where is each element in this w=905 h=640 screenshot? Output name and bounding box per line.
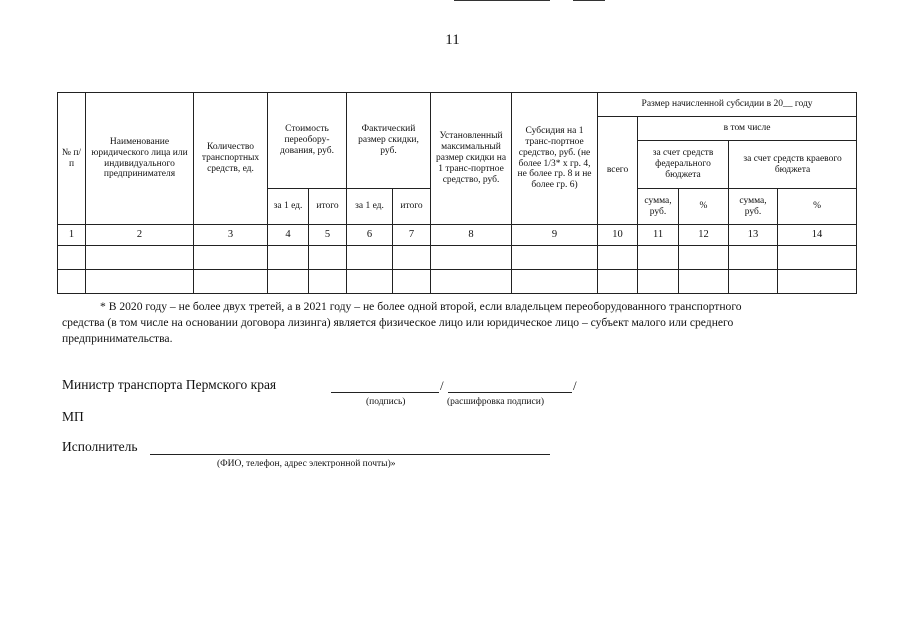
- column-number: 14: [778, 225, 857, 246]
- header-federal: за счет средств федерального бюджета: [638, 141, 729, 189]
- table-row-empty: [58, 246, 857, 270]
- table-cell[interactable]: [512, 246, 598, 270]
- header-including: в том числе: [638, 117, 857, 141]
- header-federal-pct: %: [679, 189, 729, 225]
- header-cost-total: итого: [309, 189, 347, 225]
- table-cell[interactable]: [86, 270, 194, 294]
- performer-line[interactable]: [150, 454, 550, 455]
- subsidy-table: [57, 92, 857, 294]
- table-cell[interactable]: [309, 270, 347, 294]
- table-cell[interactable]: [393, 270, 431, 294]
- table-cell[interactable]: [598, 246, 638, 270]
- header-regional-pct: %: [778, 189, 857, 225]
- column-number: 5: [309, 225, 347, 246]
- table-cell[interactable]: [598, 270, 638, 294]
- footnote: [62, 299, 852, 347]
- table-cell[interactable]: [268, 246, 309, 270]
- column-number: 4: [268, 225, 309, 246]
- footnote-line: * В 2020 году – не более двух третей, а в 2021 году – не более одной второй, если владельцем переоборудованного транспортного: [100, 300, 742, 313]
- top-rule-right: [573, 0, 605, 1]
- footnote-line: средства (в том числе на основании договора лизинга) является физическое лицо или юридическое лицо – субъект малого или среднего: [62, 316, 734, 329]
- column-number: 9: [512, 225, 598, 246]
- signature-caption: (подпись): [366, 397, 406, 407]
- top-rule-left: [454, 0, 550, 1]
- header-federal-sum: сумма, руб.: [638, 189, 679, 225]
- header-regional-sum: сумма, руб.: [729, 189, 778, 225]
- table-cell[interactable]: [194, 270, 268, 294]
- table-cell[interactable]: [194, 246, 268, 270]
- column-number: 3: [194, 225, 268, 246]
- header-discount-per-unit: за 1 ед.: [347, 189, 393, 225]
- column-number: 12: [679, 225, 729, 246]
- header-cost-per-unit: за 1 ед.: [268, 189, 309, 225]
- table-cell[interactable]: [778, 270, 857, 294]
- table-cell[interactable]: [268, 270, 309, 294]
- signatory-title: Министр транспорта Пермского края: [62, 377, 277, 392]
- column-number: 6: [347, 225, 393, 246]
- column-number: 13: [729, 225, 778, 246]
- header-num: № п/п: [58, 93, 86, 225]
- header-actual-discount: Фактический размер скидки, руб.: [347, 93, 431, 189]
- header-subsidy-total: Размер начисленной субсидии в 20__ году: [598, 93, 857, 117]
- table-cell[interactable]: [309, 246, 347, 270]
- header-cost: Стоимость переобору-дования, руб.: [268, 93, 347, 189]
- column-number: 1: [58, 225, 86, 246]
- stamp-label: МП: [62, 409, 84, 424]
- table-cell[interactable]: [86, 246, 194, 270]
- column-number: 11: [638, 225, 679, 246]
- decoding-caption: (расшифровка подписи): [447, 397, 544, 407]
- column-number: 8: [431, 225, 512, 246]
- signature-decoding-line[interactable]: [448, 392, 572, 393]
- footnote-line: предпринимательства.: [62, 332, 173, 345]
- table-cell[interactable]: [431, 270, 512, 294]
- table-cell[interactable]: [58, 246, 86, 270]
- header-qty: Количество транспортных средств, ед.: [194, 93, 268, 225]
- table-cell[interactable]: [393, 246, 431, 270]
- table-row-empty: [58, 270, 857, 294]
- column-number-row: [58, 225, 857, 246]
- table-cell[interactable]: [347, 270, 393, 294]
- signature-line[interactable]: [331, 392, 439, 393]
- table-cell[interactable]: [729, 246, 778, 270]
- column-number: 10: [598, 225, 638, 246]
- table-cell[interactable]: [638, 246, 679, 270]
- header-regional: за счет средств краевого бюджета: [729, 141, 857, 189]
- column-number: 7: [393, 225, 431, 246]
- header-discount-total: итого: [393, 189, 431, 225]
- page-number: 11: [445, 32, 460, 48]
- table-cell[interactable]: [512, 270, 598, 294]
- header-subsidy-per-vehicle: Субсидия на 1 транс-портное средство, руб. (не более 1/3* х гр. 4, не более гр. 8 и не более гр. 6): [512, 93, 598, 225]
- table-cell[interactable]: [638, 270, 679, 294]
- column-number: 2: [86, 225, 194, 246]
- table-cell[interactable]: [679, 270, 729, 294]
- header-name: Наименование юридического лица или индивидуального предпринимателя: [86, 93, 194, 225]
- table-cell[interactable]: [431, 246, 512, 270]
- performer-label: Исполнитель: [62, 439, 138, 454]
- signature-slash: /: [440, 378, 444, 393]
- signature-slash-end: /: [573, 378, 577, 393]
- header-max-discount: Установленный максимальный размер скидки на 1 транс-портное средство, руб.: [431, 93, 512, 225]
- performer-caption: (ФИО, телефон, адрес электронной почты)»: [217, 459, 396, 469]
- header-total: всего: [598, 117, 638, 225]
- table-cell[interactable]: [58, 270, 86, 294]
- table-cell[interactable]: [778, 246, 857, 270]
- table-cell[interactable]: [729, 270, 778, 294]
- table-cell[interactable]: [679, 246, 729, 270]
- table-cell[interactable]: [347, 246, 393, 270]
